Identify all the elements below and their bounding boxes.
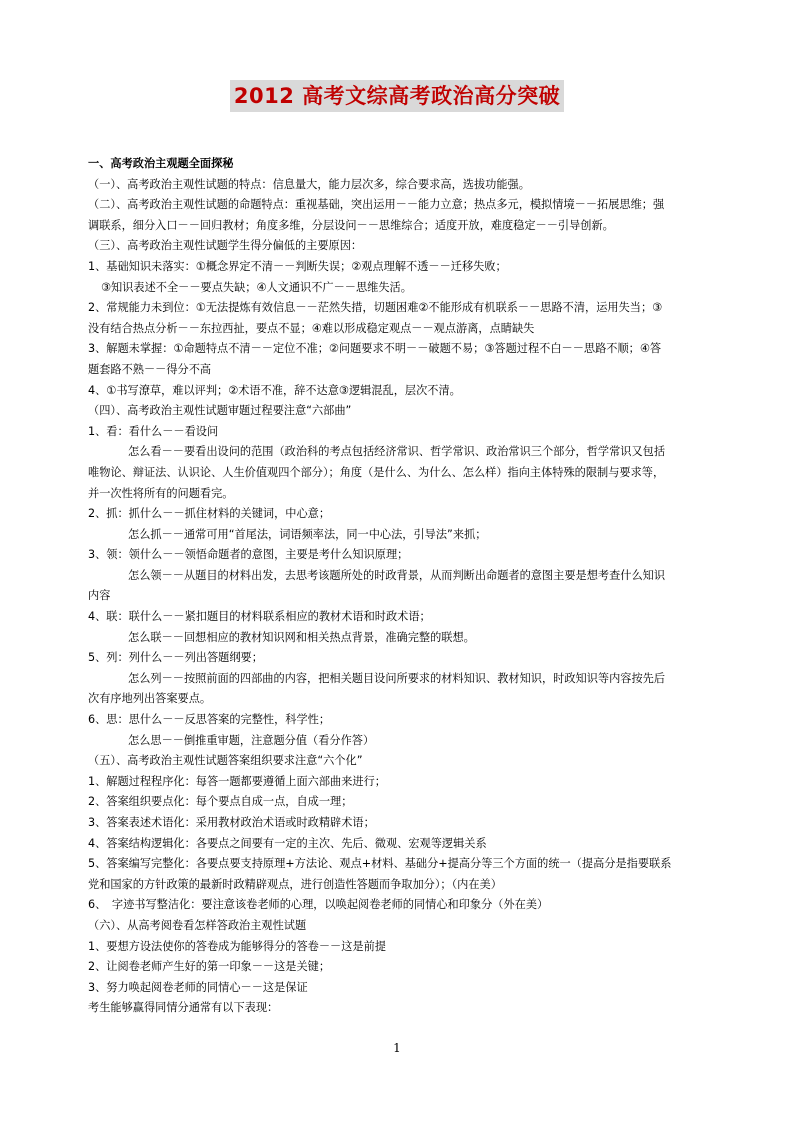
text-line: 1、基础知识未落实：①概念界定不清－－判断失误；②观点理解不透－－迁移失败； (88, 259, 507, 273)
text-line: 怎么思－－倒推重审题，注意题分值（看分作答） (128, 733, 375, 747)
text-line: 3、解题未掌握：①命题特点不清－－定位不准；②问题要求不明－－破题不易；③答题过程不白－－思路不顺；④答 (88, 342, 662, 356)
text-line: 2、答案组织要点化：每个要点自成一点，自成一理； (88, 795, 353, 809)
section-heading: 一、高考政治主观题全面探秘 (88, 157, 234, 170)
text-line: 调联系，细分入口－－回归教材；角度多维，分层设问－－思维综合；适度开放，难度稳定－－引导创新。 (88, 218, 614, 232)
text-line: 3、答案表述术语化：采用教材政治术语或时政精辟术语； (88, 816, 375, 829)
document-body (88, 154, 712, 1019)
document-title-wrapper (0, 80, 794, 112)
text-line: 2、抓：抓什么－－抓住材料的关键词，中心意； (88, 507, 331, 521)
text-line: 1、要想方设法使你的答卷成为能够得分的答卷－－这是前提 (88, 939, 386, 953)
text-line: 3、努力唤起阅卷老师的同情心－－这是保证 (88, 980, 308, 994)
text-line: 5、答案编写完整化：各要点要支持原理+方法论、观点+材料、基础分+提高分等三个方面的统一（提高分是指要联系 (88, 857, 672, 871)
text-line: 党和国家的方针政策的最新时政精辟观点，进行创造性答题而争取加分）；（内在美） (88, 877, 502, 891)
text-line: （四）、高考政治主观性试题审题过程要注意“六部曲” (88, 404, 352, 418)
text-line: （六）、从高考阅卷看怎样答政治主观性试题 (88, 918, 307, 932)
text-line: （二）、高考政治主观性试题的命题特点：重视基础，突出运用－－能力立意；热点多元，模拟情境－－拓展思维；强 (88, 198, 665, 212)
text-line: 没有结合热点分析－－东拉西扯，要点不显；④难以形成稳定观点－－观点游离，点睛缺失 (88, 321, 535, 335)
text-line: 考生能够赢得同情分通常有以下表现： (88, 1001, 279, 1015)
text-line: 4、联：联什么－－紧扣题目的材料联系相应的教材术语和时政术语； (88, 610, 431, 624)
text-line: 怎么看－－要看出设问的范围（政治科的考点包括经济常识、哲学常识、政治常识三个部分，哲学常识又包括 (128, 445, 666, 459)
text-line: 怎么抓－－通常可用“首尾法，词语频率法，同一中心法，引导法”来抓； (128, 527, 487, 541)
text-line: （五）、高考政治主观性试题答案组织要求注意“六个化” (88, 754, 363, 768)
document-title: 2012 高考文综高考政治高分突破 (230, 80, 564, 112)
text-line: 并一次性将所有的问题看完。 (88, 486, 234, 500)
text-line: 内容 (88, 589, 111, 603)
text-line: 2、让阅卷老师产生好的第一印象－－这是关键； (88, 960, 331, 974)
text-line: （三）、高考政治主观性试题学生得分偏低的主要原因： (88, 239, 363, 253)
text-line: 5、列：列什么－－列出答题纲要； (88, 651, 263, 665)
text-line: 怎么领－－从题目的材料出发，去思考该题所处的时政背景，从而判断出命题者的意图主要是想考查什么知识 (128, 568, 666, 582)
text-line: 怎么列－－按照前面的四部曲的内容，把相关题目设问所要求的材料知识、教材知识，时政知识等内容按先后 (128, 671, 666, 685)
text-line: 怎么联－－回想相应的教材知识网和相关热点背景，准确完整的联想。 (128, 630, 475, 644)
text-line: 1、看：看什么－－看设问 (88, 424, 219, 438)
text-line: 1、解题过程程序化：每答一题都要遵循上面六部曲来进行； (88, 774, 386, 788)
text-line: 2、常规能力未到位：①无法提炼有效信息－－茫然失措，切题困难②不能形成有机联系－－思路不清，运用失当；③ (88, 301, 663, 315)
text-line: 次有序地列出答案要点。 (88, 692, 212, 706)
text-line: 4、①书写潦草，难以评判；②术语不准，辞不达意③逻辑混乱，层次不清。 (88, 383, 461, 397)
text-line: （一）、高考政治主观性试题的特点：信息量大，能力层次多，综合要求高，选拔功能强。 (88, 177, 530, 191)
page-number: 1 (393, 1041, 401, 1055)
text-line: 3、领：领什么－－领悟命题者的意图，主要是考什么知识原理； (88, 548, 409, 562)
text-line: 6、 字迹书写整洁化：要注意该卷老师的心理，以唤起阅卷老师的同情心和印象分（外在美） (88, 898, 549, 912)
text-line: 6、思：思什么－－反思答案的完整性，科学性； (88, 713, 331, 727)
text-line: 唯物论、辩证法、认识论、人生价值观四个部分）；角度（是什么、为什么、怎么样）指向主体特殊的限制与要求等， (88, 465, 665, 479)
text-line: ③知识表述不全－－要点失缺；④人文通识不广－－思维失活。 (101, 280, 412, 294)
text-line: 4、答案结构逻辑化：各要点之间要有一定的主次、先后、微观、宏观等逻辑关系 (88, 836, 487, 850)
text-line: 题套路不熟－－得分不高 (88, 362, 212, 376)
